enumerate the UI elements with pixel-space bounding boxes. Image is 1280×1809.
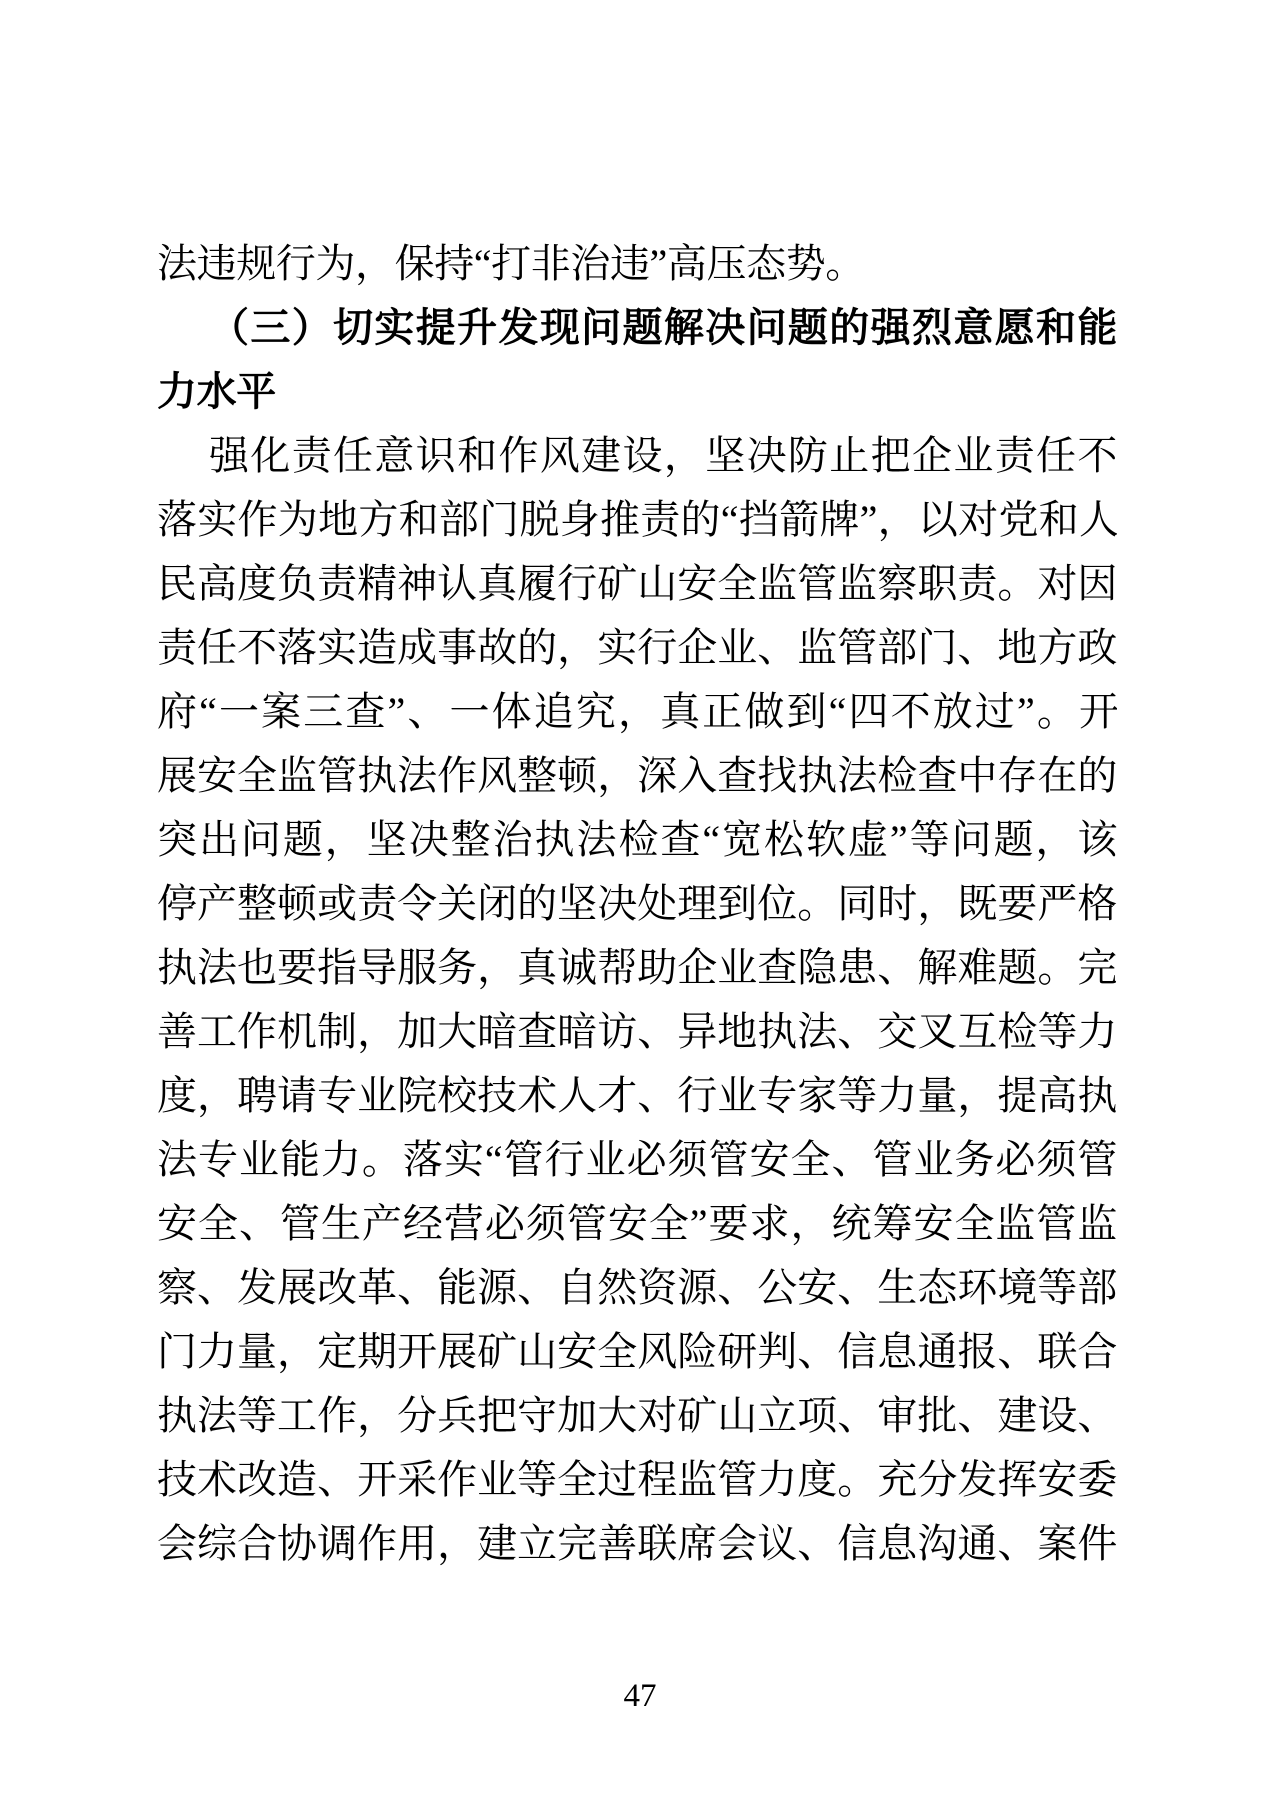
body-text-line: 门力量，定期开展矿山安全风险研判、信息通报、联合 [157, 1329, 1117, 1374]
body-text-line: 善工作机制，加大暗查暗访、异地执法、交叉互检等力 [157, 1009, 1117, 1054]
page-number: 47 [623, 1678, 657, 1714]
body-text-line: 安全、管生产经营必须管安全”要求，统筹安全监管监 [157, 1201, 1117, 1246]
heading-line: （三）切实提升发现问题解决问题的强烈意愿和能 [209, 305, 1117, 350]
body-text-line: 技术改造、开采作业等全过程监管力度。充分发挥安委 [157, 1457, 1117, 1502]
body-text-line: 度，聘请专业院校技术人才、行业专家等力量，提高执 [157, 1073, 1117, 1118]
body-text-line: 展安全监管执法作风整顿，深入查找执法检查中存在的 [157, 753, 1117, 798]
body-text-line: 突出问题，坚决整治执法检查“宽松软虚”等问题，该 [157, 817, 1117, 862]
body-text-line: 落实作为地方和部门脱身推责的“挡箭牌”，以对党和人 [157, 497, 1117, 542]
body-text-line: 民高度负责精神认真履行矿山安全监管监察职责。对因 [157, 561, 1117, 606]
heading-line: 力水平 [157, 369, 276, 414]
body-text-line: 强化责任意识和作风建设，坚决防止把企业责任不 [209, 433, 1117, 478]
body-text-line: 会综合协调作用，建立完善联席会议、信息沟通、案件 [157, 1521, 1117, 1566]
body-text-line: 责任不落实造成事故的，实行企业、监管部门、地方政 [157, 625, 1117, 670]
body-text-line: 察、发展改革、能源、自然资源、公安、生态环境等部 [157, 1265, 1117, 1310]
body-text-line: 法专业能力。落实“管行业必须管安全、管业务必须管 [157, 1137, 1117, 1182]
document-body [157, 232, 1117, 1576]
body-text-line: 执法等工作，分兵把守加大对矿山立项、审批、建设、 [157, 1393, 1117, 1438]
body-text-line: 府“一案三查”、一体追究，真正做到“四不放过”。开 [157, 689, 1117, 734]
body-text-line: 停产整顿或责令关闭的坚决处理到位。同时，既要严格 [157, 881, 1117, 926]
body-text-line: 法违规行为，保持“打非治违”高压态势。 [157, 241, 865, 286]
body-text-line: 执法也要指导服务，真诚帮助企业查隐患、解难题。完 [157, 945, 1117, 990]
